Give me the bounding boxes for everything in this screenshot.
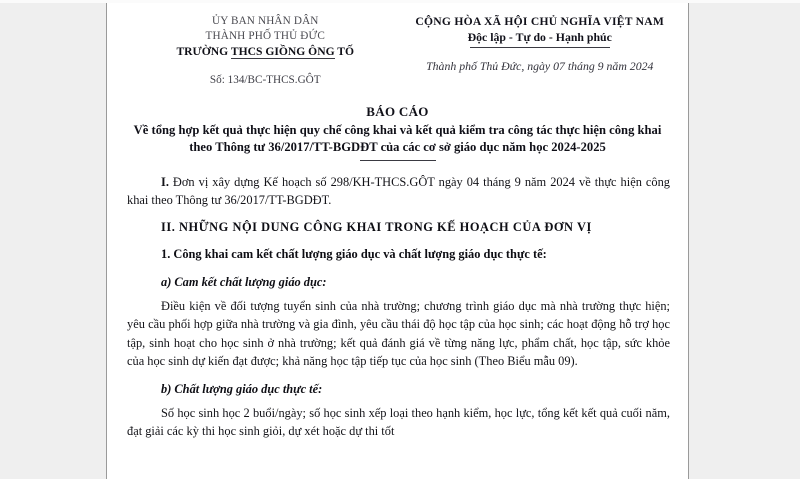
title-underline-rule: [360, 160, 436, 161]
document-header: [107, 3, 688, 87]
page-content: [107, 3, 688, 441]
document-page: [107, 3, 688, 479]
school-name-underlined: THCS GIỒNG ÔNG: [230, 44, 335, 58]
issuing-authority-line-1: ỦY BAN NHÂN DÂN: [211, 15, 319, 27]
item-1-heading: 1. Công khai cam kết chất lượng giáo dục và chất lượng giáo dục thực tế:: [161, 247, 547, 262]
national-title: CỘNG HÒA XÃ HỘI CHỦ NGHĨA VIỆT NAM: [415, 15, 665, 28]
place-and-date: Thành phố Thủ Đức, ngày 07 tháng 9 năm 2024: [426, 59, 654, 73]
header-right-block: [398, 14, 689, 74]
section-I-marker: I.: [161, 174, 169, 189]
school-name: [133, 44, 398, 60]
section-I-paragraph: [127, 173, 670, 210]
document-title: BÁO CÁO: [366, 103, 429, 119]
school-name-prefix: TRƯỜNG: [176, 44, 231, 58]
motto-underline-rule: [470, 47, 610, 48]
section-II-heading: II. NHỮNG NỘI DUNG CÔNG KHAI TRONG KẾ HOẠCH CỦA ĐƠN VỊ: [161, 219, 592, 234]
item-1a-body: Điều kiện về đối tượng tuyển sinh của nhà trường; chương trình giáo dục mà nhà trường thực hiện; yêu cầu phối hợp giữa nhà trường và gia đình, yêu cầu thái độ học tập của học sinh; các hoạt động hỗ trợ học tập, sinh hoạt cho học sinh ở nhà trường; kết quả đánh giá về từng năng lực, phẩm chất, học tập, sức khỏe của học sinh dự kiến đạt được; khả năng học tập tiếp tục của học sinh (Theo Biểu mẫu 09).: [127, 298, 670, 369]
header-left-block: [107, 14, 398, 87]
national-motto: Độc lập - Tự do - Hạnh phúc: [467, 30, 612, 44]
document-number: Số: 134/BC-THCS.GÔT: [209, 73, 321, 86]
issuing-authority-line-2: THÀNH PHỐ THỦ ĐỨC: [205, 29, 325, 42]
item-1a-heading: a) Cam kết chất lượng giáo dục:: [161, 275, 327, 290]
school-name-suffix: TỐ: [334, 44, 355, 58]
item-1b-heading: b) Chất lượng giáo dục thực tế:: [161, 382, 323, 397]
document-title-block: [107, 103, 688, 161]
section-I-text: Đơn vị xây dựng Kế hoạch số 298/KH-THCS.GÔT ngày 04 tháng 9 năm 2024 về thực hiện công khai theo Thông tư 36/2017/TT-BGDĐT.: [127, 174, 670, 208]
document-body: [107, 173, 688, 441]
document-subtitle: Về tổng hợp kết quả thực hiện quy chế công khai và kết quả kiểm tra công tác thực hiện công khai theo Thông tư 36/2017/TT-BGDĐT của các cơ sở giáo dục năm học 2024-2025: [133, 122, 662, 155]
item-1b-body: Số học sinh học 2 buổi/ngày; số học sinh xếp loại theo hạnh kiểm, học lực, tổng kết kết quả cuối năm, đạt giải các kỳ thi học sinh giỏi, dự xét hoặc dự thi tốt: [127, 405, 670, 439]
